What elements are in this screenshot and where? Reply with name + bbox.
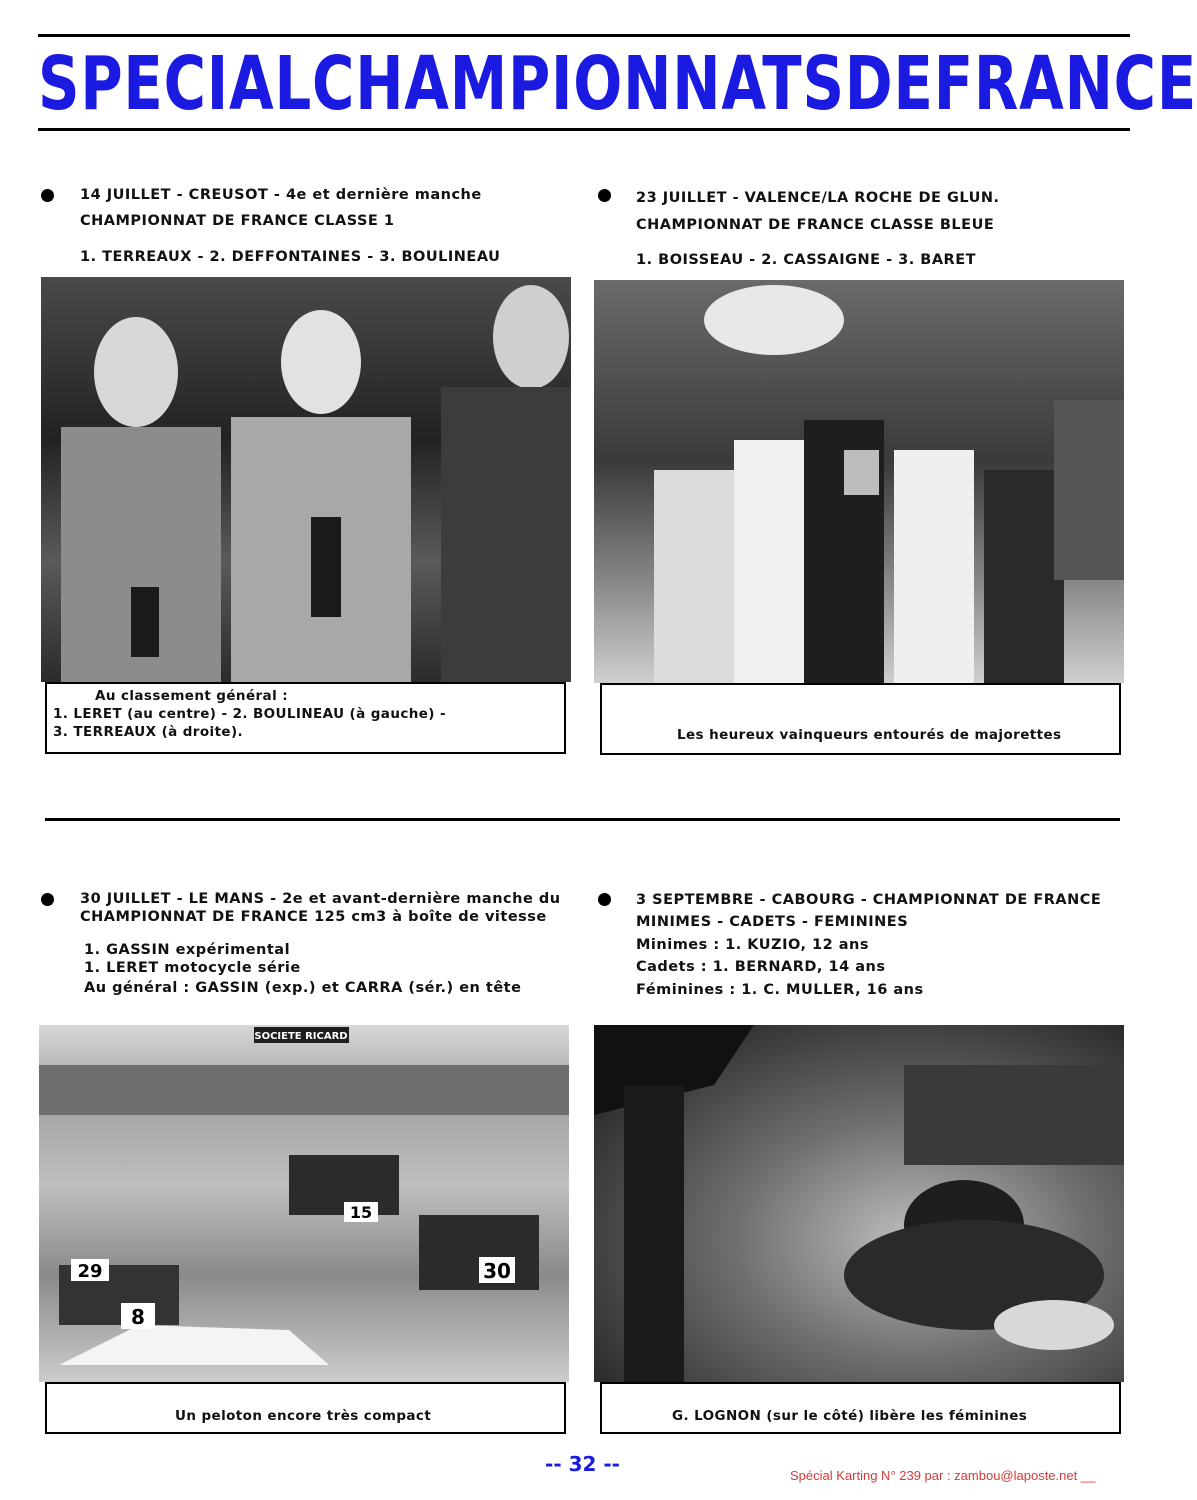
caption-box <box>45 1382 566 1434</box>
photo-peloton <box>39 1025 569 1382</box>
photo-feminines-start <box>594 1025 1124 1382</box>
caption-line: Au classement général : <box>95 688 288 704</box>
caption-line: 1. LERET (au centre) - 2. BOULINEAU (à gauche) - <box>53 706 446 722</box>
bullet-icon <box>598 189 611 202</box>
caption-box <box>600 1382 1121 1434</box>
section-heading: 23 JUILLET - VALENCE/LA ROCHE DE GLUN. <box>636 190 1000 206</box>
section-results: 1. BOISSEAU - 2. CASSAIGNE - 3. BARET <box>636 252 977 268</box>
title-bottom-rule <box>38 128 1130 131</box>
section-heading: 30 JUILLET - LE MANS - 2e et avant-dernière manche du <box>80 891 561 907</box>
kart-number: 15 <box>349 1203 373 1222</box>
kart-number: 8 <box>131 1305 145 1329</box>
section-subheading: CHAMPIONNAT DE FRANCE 125 cm3 à boîte de vitesse <box>80 909 547 925</box>
page-title <box>38 40 1197 128</box>
caption-line: Les heureux vainqueurs entourés de majorettes <box>677 727 1062 743</box>
caption-line: Un peloton encore très compact <box>175 1408 432 1424</box>
title-word-1: SPECIAL <box>38 41 313 127</box>
kart-number: 30 <box>483 1259 511 1283</box>
photo-illustration <box>594 280 1124 683</box>
photo-podium-creusot <box>41 277 571 682</box>
section-result-line: Minimes : 1. KUZIO, 12 ans <box>636 937 869 953</box>
section-subheading: MINIMES - CADETS - FEMININES <box>636 914 909 930</box>
section-result-line: Féminines : 1. C. MULLER, 16 ans <box>636 982 924 998</box>
caption-line: G. LOGNON (sur le côté) libère les féminines <box>672 1408 1028 1424</box>
section-result-line: 1. LERET motocycle série <box>84 960 301 976</box>
caption-box <box>45 682 566 754</box>
section-subheading: CHAMPIONNAT DE FRANCE CLASSE BLEUE <box>636 217 995 233</box>
banner-text: SOCIETE RICARD <box>254 1031 348 1042</box>
bullet-icon <box>41 893 54 906</box>
kart-number: 29 <box>77 1261 103 1282</box>
section-heading: 14 JUILLET - CREUSOT - 4e et dernière manche <box>80 187 482 203</box>
section-subheading: CHAMPIONNAT DE FRANCE CLASSE 1 <box>80 213 395 229</box>
page-number: -- 32 -- <box>545 1452 620 1476</box>
top-rule <box>38 34 1130 37</box>
middle-rule <box>45 818 1120 821</box>
photo-illustration <box>39 1025 569 1382</box>
title-word-2: CHAMPIONNATS <box>312 41 845 127</box>
section-heading: 3 SEPTEMBRE - CABOURG - CHAMPIONNAT DE FRANCE <box>636 892 1102 908</box>
section-result-line: Cadets : 1. BERNARD, 14 ans <box>636 959 886 975</box>
photo-illustration <box>41 277 571 682</box>
section-result-line: 1. GASSIN expérimental <box>84 942 291 958</box>
section-result-line: Au général : GASSIN (exp.) et CARRA (sér.) en tête <box>84 980 522 996</box>
photo-illustration <box>594 1025 1124 1382</box>
footer-credit: Spécial Karting N° 239 par : zambou@laposte.net __ <box>790 1468 1096 1483</box>
photo-majorettes <box>594 280 1124 683</box>
caption-line: 3. TERREAUX (à droite). <box>53 724 244 740</box>
bullet-icon <box>41 189 54 202</box>
title-word-3: DE <box>844 41 934 127</box>
bullet-icon <box>598 893 611 906</box>
section-results: 1. TERREAUX - 2. DEFFONTAINES - 3. BOULINEAU <box>80 249 501 265</box>
title-word-4: FRANCE <box>933 41 1197 127</box>
caption-box <box>600 683 1121 755</box>
